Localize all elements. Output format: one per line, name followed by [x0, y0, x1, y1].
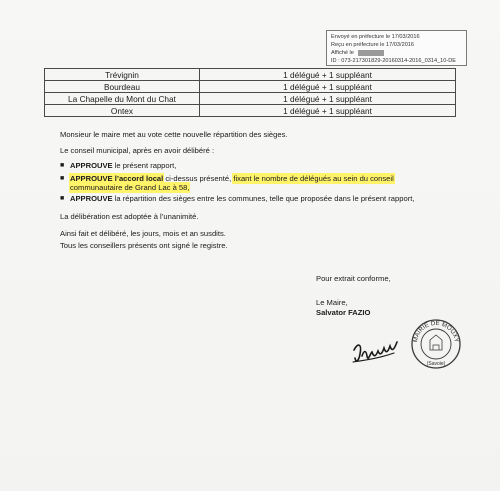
item-text: ci-dessus présenté, [163, 173, 234, 183]
commune-cell: Bourdeau [45, 81, 200, 93]
highlighted-approve: APPROUVE l’accord local [70, 173, 164, 183]
commune-cell: La Chapelle du Mont du Chat [45, 93, 200, 105]
list-item [60, 161, 455, 171]
closing-line: Ainsi fait et délibéré, les jours, mois et an susdits. [60, 229, 226, 238]
handwritten-signature [350, 336, 410, 370]
bullet-icon: ■ [60, 162, 65, 169]
register-line: Tous les conseillers présents ont signé le registre. [60, 241, 228, 250]
item-text: le présent rapport, [112, 161, 177, 170]
stamp-posted-label: Affiché le [331, 50, 354, 56]
approve-keyword: APPROUVE [70, 161, 113, 170]
adoption-statement: La délibération est adoptée à l’unanimité. [60, 212, 199, 221]
delegates-table [44, 68, 456, 117]
seal-bottom-text: (Savoie) [426, 361, 446, 367]
highlighted-text: fixant le nombre de délégués au sein du conseil [233, 173, 394, 183]
list-item [60, 174, 455, 193]
bullet-icon: ■ [60, 174, 65, 182]
delegates-cell: 1 délégué + 1 suppléant [200, 81, 456, 93]
list-item [60, 194, 455, 204]
approve-keyword: APPROUVE [70, 193, 113, 203]
stamp-sent-date: Envoyé en préfecture le 17/03/2016 [331, 34, 420, 40]
table-row [45, 81, 456, 93]
decision-list [60, 161, 455, 203]
council-intro: Le conseil municipal, après en avoir délibéré : [60, 146, 215, 155]
delegates-cell: 1 délégué + 1 suppléant [200, 105, 456, 117]
table-row [45, 93, 456, 105]
table-row [45, 105, 456, 117]
vote-intro: Monsieur le maire met au vote cette nouvelle répartition des sièges. [60, 130, 288, 139]
redacted-date [358, 50, 384, 56]
highlighted-text: communautaire de Grand Lac à 58, [70, 183, 190, 193]
table-row [45, 69, 456, 81]
seal-top-text: MAIRIE DE MOUXY [411, 319, 460, 343]
stamp-posted-line [331, 49, 462, 57]
delegates-cell: 1 délégué + 1 suppléant [200, 69, 456, 81]
commune-cell: Trévignin [45, 69, 200, 81]
mayor-title: Le Maire, [316, 298, 348, 307]
item-text: la répartition des sièges entre les communes, telle que proposée dans le présent rapport, [112, 193, 415, 203]
stamp-id: ID : 073-217301829-20160314-2016_0314_10-DE [331, 58, 457, 64]
prefecture-stamp [326, 30, 467, 66]
bullet-icon: ■ [60, 194, 65, 202]
mayor-name: Salvator FAZIO [316, 308, 371, 317]
mairie-seal [410, 318, 462, 370]
commune-cell: Ontex [45, 105, 200, 117]
stamp-received-date: Reçu en préfecture le 17/03/2016 [331, 42, 415, 48]
delegates-cell: 1 délégué + 1 suppléant [200, 93, 456, 105]
extract-conforme: Pour extrait conforme, [316, 274, 391, 283]
